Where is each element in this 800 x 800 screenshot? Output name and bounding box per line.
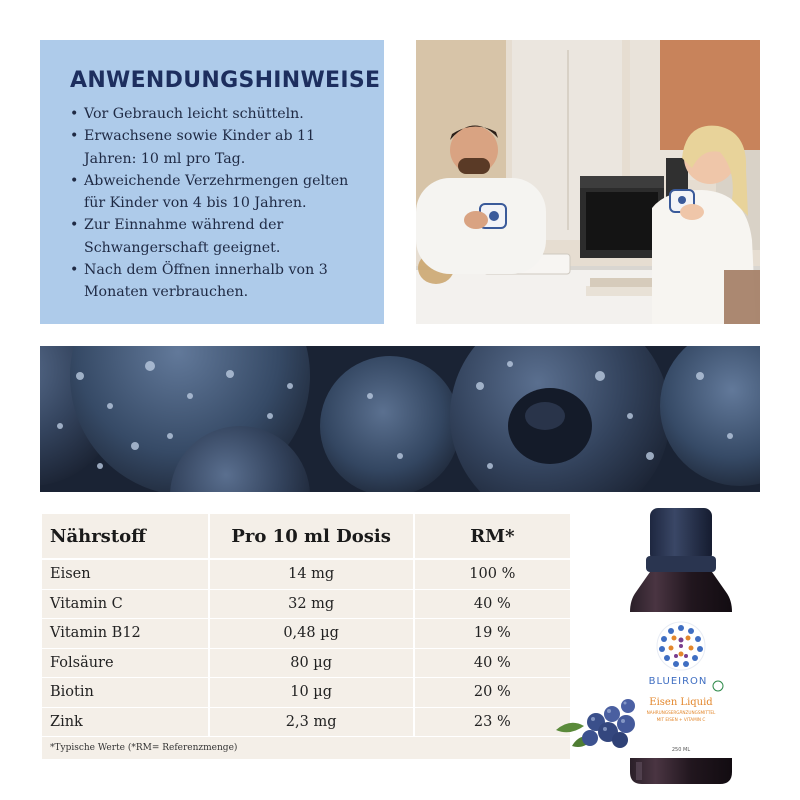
usage-instructions-panel [40,40,384,324]
bottle-subline: MIT EISEN + VITAMIN C [656,717,706,722]
instruction-item: • Zur Einnahme während der Schwangerschaft geeignet. [70,214,358,259]
nutrient-reference: 40 % [415,649,570,679]
table-footnote: *Typische Werte (*RM= Referenzmenge) [42,737,570,759]
blueberry-banner-image [40,346,760,492]
blueberries-illustration [40,346,760,492]
bottle-product-name: Eisen Liquid [649,697,713,708]
kitchen-couple-photo [416,40,760,324]
nutrient-reference: 19 % [415,619,570,649]
nutrient-dose: 10 µg [210,678,413,708]
nutrient-name: Biotin [42,678,208,708]
table-row [42,708,570,738]
kitchen-scene-illustration [416,40,760,324]
table-header-row [42,514,570,560]
instruction-item: • Abweichende Verzehrmengen gelten für Kinder von 4 bis 10 Jahren. [70,170,358,215]
column-header-dose: Pro 10 ml Dosis [210,514,413,560]
nutrient-reference: 100 % [415,560,570,590]
bottle-volume: 250 ML [671,747,691,753]
nutrient-name: Vitamin B12 [42,619,208,649]
usage-instructions-title: ANWENDUNGSHINWEISE [70,68,381,93]
nutrient-dose: 2,3 mg [210,708,413,738]
table-row [42,649,570,679]
instruction-item: • Vor Gebrauch leicht schütteln. [70,103,358,125]
table-row [42,560,570,590]
nutrition-table-panel [40,514,572,760]
nutrition-table [40,514,572,737]
nutrient-dose: 0,48 µg [210,619,413,649]
nutrient-reference: 23 % [415,708,570,738]
usage-instructions-list [70,103,358,304]
nutrient-reference: 20 % [415,678,570,708]
nutrient-dose: 14 mg [210,560,413,590]
bottle-cap [650,508,712,562]
table-row [42,590,570,620]
blueberries-decoration-icon [556,699,635,748]
nutrient-name: Vitamin C [42,590,208,620]
nutrient-dose: 80 µg [210,649,413,679]
bottle-illustration [550,500,800,800]
table-row [42,678,570,708]
column-header-reference: RM* [415,514,570,560]
bottle-subtitle: NAHRUNGSERGÄNZUNGSMITTEL [646,710,716,715]
brand-logo-icon [657,622,705,670]
nutrient-reference: 40 % [415,590,570,620]
nutrient-name: Eisen [42,560,208,590]
table-row [42,619,570,649]
instruction-item: • Erwachsene sowie Kinder ab 11 Jahren: 10 ml pro Tag. [70,125,358,170]
column-header-nutrient: Nährstoff [42,514,208,560]
nutrient-name: Folsäure [42,649,208,679]
nutrient-name: Zink [42,708,208,738]
instruction-item: • Nach dem Öffnen innerhalb von 3 Monaten verbrauchen. [70,259,358,304]
bottle-brand-text: BLUEIRON [648,676,708,687]
nutrient-dose: 32 mg [210,590,413,620]
product-bottle-image [550,500,800,800]
